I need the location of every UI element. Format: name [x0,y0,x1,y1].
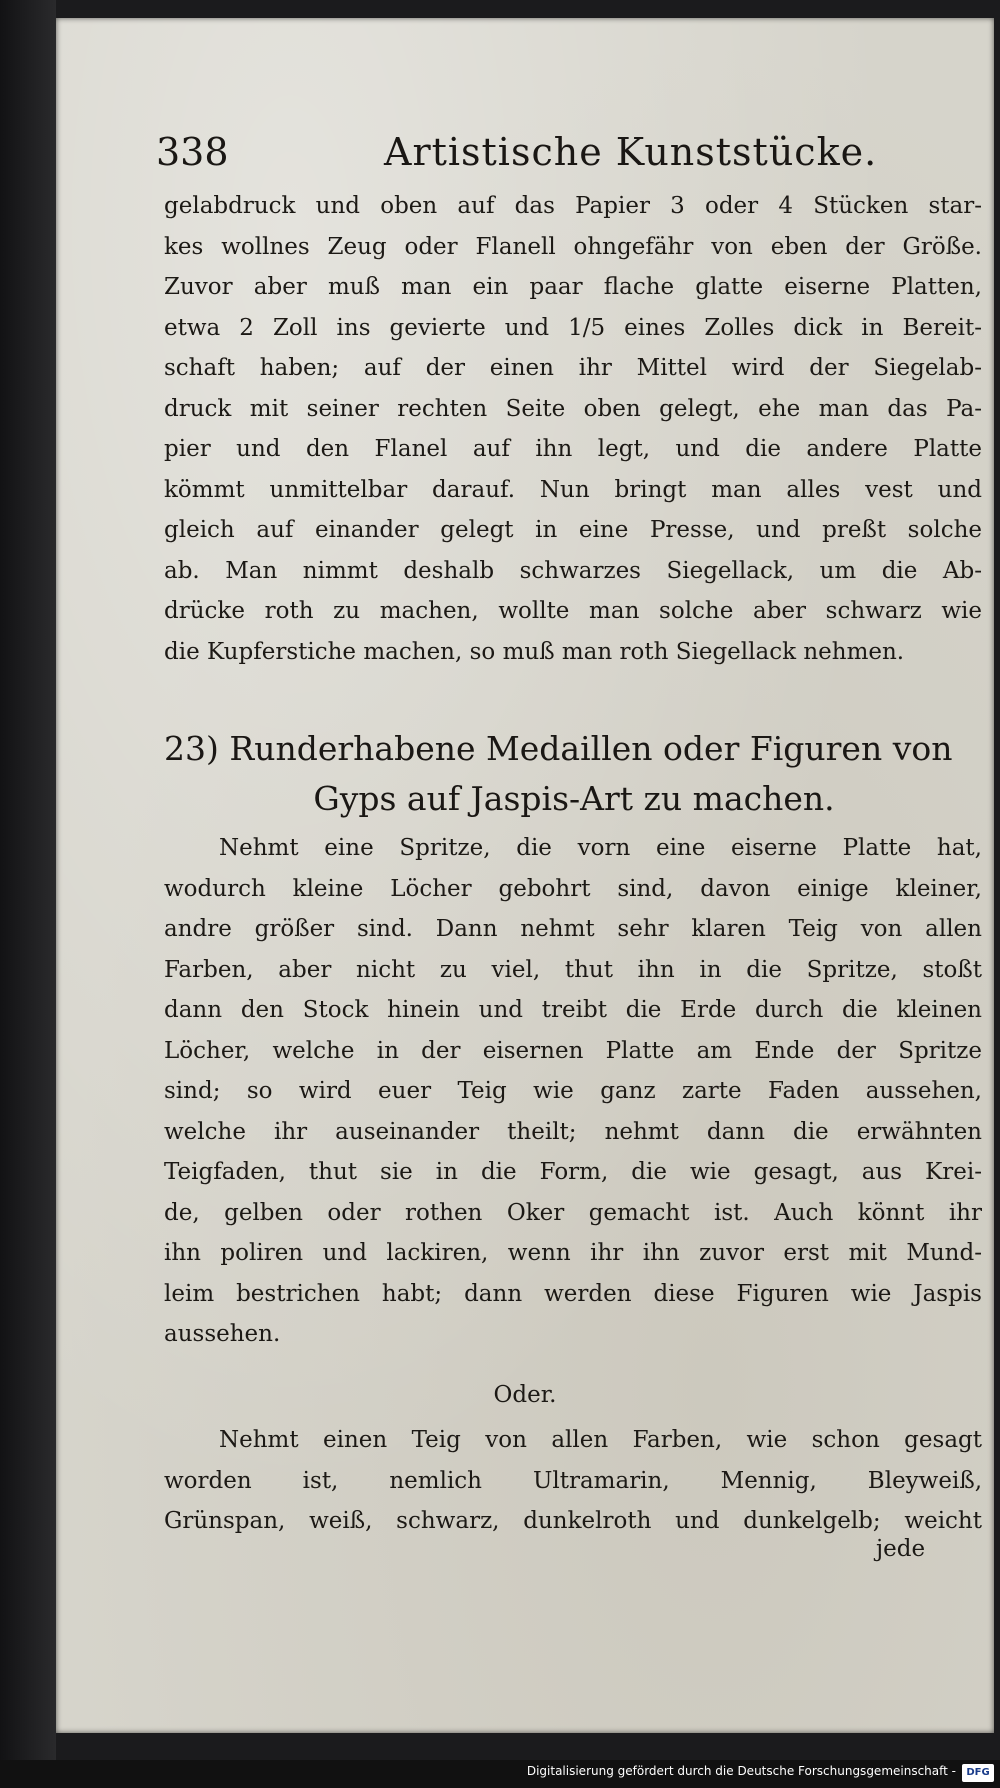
text-line: sind; so wird euer Teig wie ganz zarte Faden aussehen, [164,1078,982,1104]
text-line: aussehen. [164,1321,281,1347]
page-number: 338 [156,130,229,174]
text-line: Nehmt eine Spritze, die vorn eine eiserne Platte hat, [219,835,982,861]
paragraph-1 [164,186,982,672]
funding-credit: Digitalisierung gefördert durch die Deutsche Forschungsgemeinschaft - [526,1764,956,1778]
text-line: wodurch kleine Löcher gebohrt sind, davon einige kleiner, [164,875,982,902]
dfg-logo-icon: DFG [962,1764,994,1782]
text-line: worden ist, nemlich Ultramarin, Mennig, Bleyweiß, [164,1467,982,1494]
text-line: Farben, aber nicht zu viel, thut ihn in die Spritze, stoßt [164,956,982,983]
text-line: Teigfaden, thut sie in die Form, die wie gesagt, aus Krei- [164,1159,982,1185]
scan-edge-shadow [0,0,56,1788]
paragraph-3 [164,1420,982,1542]
text-line: gleich auf einander gelegt in eine Presse, und preßt solche [164,517,982,543]
running-title: Artistische Kunststücke. [384,130,878,174]
text-line: Löcher, welche in der eisernen Platte am Ende der Spritze [164,1037,982,1064]
running-head [156,130,976,190]
text-line: die Kupferstiche machen, so muß man roth Siegellack nehmen. [164,638,905,665]
text-line: leim bestrichen habt; dann werden diese Figuren wie Jaspis [164,1280,982,1307]
text-line: Nehmt einen Teig von allen Farben, wie schon gesagt [219,1427,982,1453]
text-line: druck mit seiner rechten Seite oben gelegt, ehe man das Pa- [164,395,982,422]
text-line: kömmt unmittelbar darauf. Nun bringt man alles vest und [164,476,982,503]
text-line: etwa 2 Zoll ins gevierte und 1/5 eines Zolles dick in Bereit- [164,314,982,341]
text-line: welche ihr auseinander theilt; nehmt dann die erwähnten [164,1118,982,1145]
text-line: Grünspan, weiß, schwarz, dunkelroth und dunkelgelb; weicht [164,1508,982,1534]
text-line: schaft haben; auf der einen ihr Mittel wird der Siegelab- [164,355,982,381]
section-heading [164,724,984,824]
text-line: ab. Man nimmt deshalb schwarzes Siegellack, um die Ab- [164,557,982,584]
text-line: pier und den Flanel auf ihn legt, und die andere Platte [164,436,982,462]
text-line: dann den Stock hinein und treibt die Erde durch die kleinen [164,997,982,1023]
text-line: kes wollnes Zeug oder Flanell ohngefähr von eben der Größe. [164,233,982,260]
text-line: de, gelben oder rothen Oker gemacht ist. Auch könnt ihr [164,1199,982,1226]
text-line: andre größer sind. Dann nehmt sehr klaren Teig von allen [164,916,982,942]
heading-line-2: Gyps auf Jaspis-Art zu machen. [313,779,835,818]
book-page [56,18,994,1733]
text-line: drücke roth zu machen, wollte man solche aber schwarz wie [164,598,982,624]
text-line: ihn poliren und lackiren, wenn ihr ihn zuvor erst mit Mund- [164,1240,982,1266]
text-line: gelabdruck und oben auf das Papier 3 oder 4 Stücken star- [164,193,982,219]
heading-line-1: 23) Runderhabene Medaillen oder Figuren von [164,729,953,768]
text-line: Zuvor aber muß man ein paar flache glatte eiserne Platten, [164,274,982,300]
catchword: jede [876,1536,926,1562]
paragraph-2 [164,828,982,1355]
oder-subheading: Oder. [493,1382,557,1408]
digitization-footer [0,1760,1000,1788]
